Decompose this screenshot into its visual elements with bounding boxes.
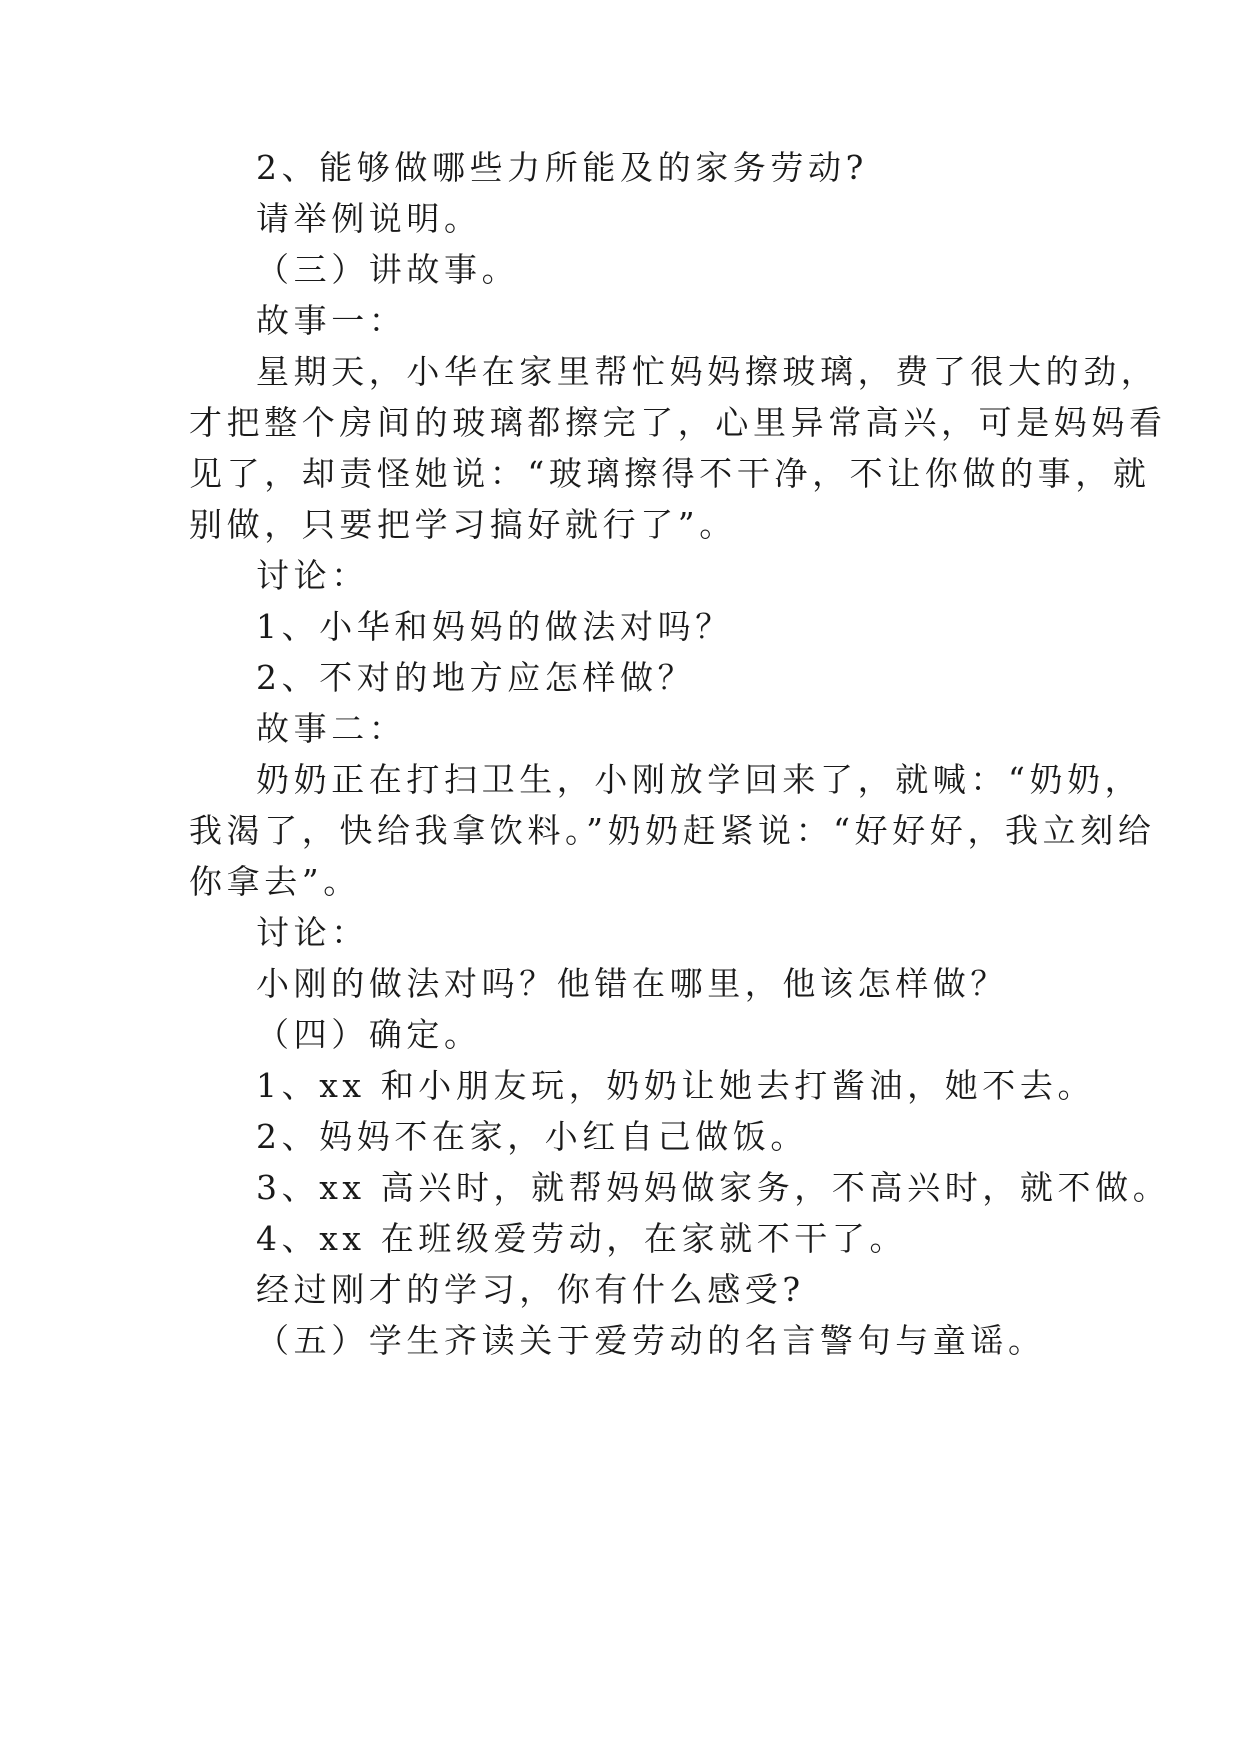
- list-item: 1、xx 和小朋友玩，奶奶让她去打酱油，她不去。: [256, 1066, 1096, 1105]
- story-heading: 故事二：: [256, 709, 407, 748]
- paragraph-line: 2、能够做哪些力所能及的家务劳动?: [256, 148, 868, 187]
- list-item: 2、妈妈不在家，小红自己做饭。: [256, 1117, 808, 1156]
- paragraph-line: 请举例说明。: [256, 199, 482, 238]
- list-item: 2、不对的地方应怎样做？: [256, 658, 696, 697]
- list-item: 3、xx 高兴时，就帮妈妈做家务，不高兴时，就不做。: [256, 1168, 1171, 1207]
- list-item: 4、xx 在班级爱劳动，在家就不干了。: [256, 1219, 908, 1258]
- discussion-heading: 讨论：: [256, 913, 369, 952]
- paragraph-line: 别做，只要把学习搞好就行了”。: [189, 505, 737, 544]
- story-heading: 故事一：: [256, 301, 407, 340]
- discussion-heading: 讨论：: [256, 556, 369, 595]
- section-heading: （三）讲故事。: [256, 250, 520, 289]
- paragraph-line: 你拿去”。: [189, 862, 361, 901]
- paragraph-line: 我渴了，快给我拿饮料。”奶奶赶紧说：“好好好，我立刻给: [189, 811, 1156, 850]
- section-heading: （四）确定。: [256, 1015, 482, 1054]
- section-heading: （五）学生齐读关于爱劳动的名言警句与童谣。: [256, 1321, 1046, 1360]
- list-item: 1、小华和妈妈的做法对吗？: [256, 607, 733, 646]
- paragraph-line: 见了，却责怪她说：“玻璃擦得不干净，不让你做的事，就: [189, 454, 1151, 493]
- paragraph-line: 星期天，小华在家里帮忙妈妈擦玻璃，费了很大的劲，: [256, 352, 1159, 391]
- paragraph-line: 才把整个房间的玻璃都擦完了，心里异常高兴，可是妈妈看: [189, 403, 1167, 442]
- paragraph-line: 奶奶正在打扫卫生，小刚放学回来了，就喊：“奶奶，: [256, 760, 1143, 799]
- paragraph-line: 小刚的做法对吗？他错在哪里，他该怎样做？: [256, 964, 1008, 1003]
- paragraph-line: 经过刚才的学习，你有什么感受?: [256, 1270, 805, 1309]
